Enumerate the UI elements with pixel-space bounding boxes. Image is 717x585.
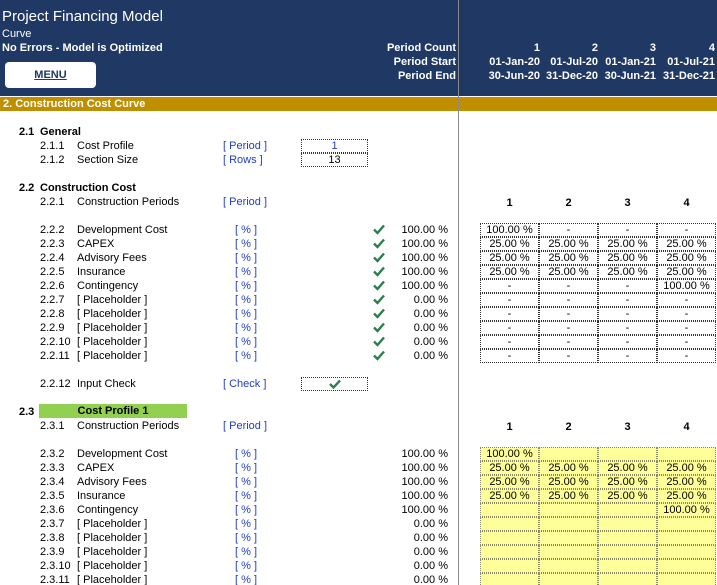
row-total: 100.00 % bbox=[401, 490, 448, 502]
row-total: 0.00 % bbox=[413, 518, 448, 530]
period-cell[interactable]: - bbox=[657, 293, 716, 307]
row-total: 100.00 % bbox=[401, 280, 448, 292]
period-end-label: Period End bbox=[397, 70, 456, 82]
row-unit: [ % ] bbox=[235, 280, 258, 292]
row-unit: [ % ] bbox=[235, 574, 258, 585]
row-total: 100.00 % bbox=[401, 224, 448, 236]
row-label: Development Cost bbox=[77, 224, 168, 236]
period-cell[interactable] bbox=[539, 517, 598, 531]
row-label: Cost Profile bbox=[77, 140, 134, 152]
menu-button[interactable]: MENU bbox=[5, 62, 96, 88]
section-size-value[interactable]: 13 bbox=[301, 153, 368, 167]
period-cell[interactable]: - bbox=[480, 307, 539, 321]
row-total: 0.00 % bbox=[413, 574, 448, 585]
row-label: Contingency bbox=[77, 280, 139, 292]
check-icon bbox=[372, 322, 386, 336]
period-cell[interactable]: - bbox=[539, 223, 598, 237]
row-total: 0.00 % bbox=[413, 560, 448, 572]
period-cell[interactable]: 25.00 % bbox=[539, 489, 598, 503]
row-label: [ Placeholder ] bbox=[77, 308, 148, 320]
row-total: 0.00 % bbox=[413, 322, 448, 334]
row-total: 100.00 % bbox=[401, 266, 448, 278]
row-unit: [ % ] bbox=[235, 560, 258, 572]
row-unit: [ Rows ] bbox=[223, 154, 263, 166]
period-cell[interactable] bbox=[657, 545, 716, 559]
row-number: 2.1.1 bbox=[40, 140, 65, 152]
row-label: [ Placeholder ] bbox=[77, 574, 148, 585]
period-cell[interactable] bbox=[657, 573, 716, 585]
period-cell[interactable]: 25.00 % bbox=[598, 489, 657, 503]
row-number: 2.2.3 bbox=[40, 238, 65, 250]
row-unit: [ Period ] bbox=[223, 196, 268, 208]
row-label: [ Placeholder ] bbox=[77, 560, 148, 572]
row-unit: [ % ] bbox=[235, 448, 258, 460]
row-total: 0.00 % bbox=[413, 308, 448, 320]
period-cell[interactable] bbox=[598, 559, 657, 573]
period-cell[interactable]: - bbox=[598, 293, 657, 307]
model-title: Project Financing Model bbox=[2, 8, 163, 25]
check-icon bbox=[372, 350, 386, 364]
column-header: 4 bbox=[683, 421, 690, 433]
period-end: 30-Jun-21 bbox=[604, 70, 656, 82]
row-number: 2.3.10 bbox=[40, 560, 71, 572]
row-label: Contingency bbox=[77, 504, 139, 516]
column-header: 1 bbox=[506, 197, 513, 209]
period-cell[interactable] bbox=[598, 531, 657, 545]
row-number: 2.3.9 bbox=[40, 546, 65, 558]
row-unit: [ % ] bbox=[235, 266, 258, 278]
period-cell[interactable] bbox=[480, 545, 539, 559]
row-unit: [ Check ] bbox=[223, 378, 267, 390]
row-label: CAPEX bbox=[77, 462, 115, 474]
row-number: 2.3.6 bbox=[40, 504, 65, 516]
subsection-title: Construction Cost bbox=[40, 182, 136, 194]
row-number: 2.2.6 bbox=[40, 280, 65, 292]
row-number: 2.2.8 bbox=[40, 308, 65, 320]
period-cell[interactable]: - bbox=[598, 279, 657, 293]
row-label: CAPEX bbox=[77, 238, 115, 250]
row-total: 100.00 % bbox=[401, 238, 448, 250]
period-count: 3 bbox=[649, 42, 656, 54]
check-icon bbox=[372, 224, 386, 238]
row-label: Insurance bbox=[77, 490, 126, 502]
row-number: 2.3.2 bbox=[40, 448, 65, 460]
period-start: 01-Jan-20 bbox=[489, 56, 540, 68]
row-label: Input Check bbox=[77, 378, 136, 390]
period-cell[interactable]: - bbox=[539, 335, 598, 349]
period-cell[interactable]: 25.00 % bbox=[598, 265, 657, 279]
check-icon bbox=[372, 336, 386, 350]
period-cell[interactable]: 25.00 % bbox=[480, 489, 539, 503]
row-total: 100.00 % bbox=[401, 448, 448, 460]
row-unit: [ % ] bbox=[235, 350, 258, 362]
check-icon bbox=[372, 238, 386, 252]
row-total: 0.00 % bbox=[413, 336, 448, 348]
period-cell[interactable]: - bbox=[480, 293, 539, 307]
check-icon bbox=[372, 252, 386, 266]
row-label: [ Placeholder ] bbox=[77, 336, 148, 348]
period-cell[interactable]: 25.00 % bbox=[480, 461, 539, 475]
row-label: Advisory Fees bbox=[77, 476, 147, 488]
period-count: 2 bbox=[591, 42, 598, 54]
row-unit: [ % ] bbox=[235, 532, 258, 544]
period-cell[interactable] bbox=[539, 573, 598, 585]
row-label: [ Placeholder ] bbox=[77, 518, 148, 530]
row-total: 0.00 % bbox=[413, 294, 448, 306]
row-unit: [ % ] bbox=[235, 336, 258, 348]
period-cell[interactable]: 25.00 % bbox=[598, 461, 657, 475]
period-cell[interactable]: 25.00 % bbox=[539, 251, 598, 265]
period-cell[interactable]: 100.00 % bbox=[480, 223, 539, 237]
period-cell[interactable] bbox=[657, 531, 716, 545]
row-label: Development Cost bbox=[77, 448, 168, 460]
period-cell[interactable] bbox=[657, 559, 716, 573]
column-header: 2 bbox=[565, 197, 572, 209]
row-total: 0.00 % bbox=[413, 532, 448, 544]
period-cell[interactable]: - bbox=[539, 349, 598, 363]
period-cell[interactable] bbox=[539, 503, 598, 517]
subsection-title: General bbox=[40, 126, 81, 138]
row-unit: [ % ] bbox=[235, 238, 258, 250]
period-cell[interactable]: - bbox=[657, 321, 716, 335]
row-label: Construction Periods bbox=[77, 420, 180, 432]
period-cell[interactable] bbox=[480, 503, 539, 517]
period-count-label: Period Count bbox=[386, 42, 456, 54]
period-count: 4 bbox=[708, 42, 715, 54]
period-cell[interactable]: - bbox=[657, 307, 716, 321]
period-cell[interactable]: - bbox=[657, 349, 716, 363]
column-header: 3 bbox=[624, 197, 631, 209]
period-cell[interactable]: 25.00 % bbox=[480, 475, 539, 489]
period-cell[interactable]: - bbox=[598, 349, 657, 363]
period-cell[interactable]: 25.00 % bbox=[657, 265, 716, 279]
period-cell[interactable]: 25.00 % bbox=[480, 251, 539, 265]
period-cell[interactable]: - bbox=[598, 335, 657, 349]
period-cell[interactable] bbox=[480, 559, 539, 573]
row-unit: [ % ] bbox=[235, 322, 258, 334]
period-end: 31-Dec-21 bbox=[663, 70, 715, 82]
period-cell[interactable]: - bbox=[539, 321, 598, 335]
period-cell[interactable] bbox=[598, 573, 657, 585]
period-start-label: Period Start bbox=[393, 56, 456, 68]
cost-profile-input[interactable]: 1 bbox=[301, 139, 368, 153]
check-icon bbox=[372, 266, 386, 280]
row-unit: [ % ] bbox=[235, 490, 258, 502]
row-unit: [ % ] bbox=[235, 504, 258, 516]
period-cell[interactable]: 25.00 % bbox=[598, 237, 657, 251]
period-cell[interactable]: - bbox=[598, 321, 657, 335]
period-cell[interactable]: 25.00 % bbox=[480, 237, 539, 251]
section-title: 2. Construction Cost Curve bbox=[3, 98, 146, 110]
column-divider bbox=[458, 0, 459, 585]
row-number: 2.2.11 bbox=[40, 350, 70, 362]
period-start: 01-Jan-21 bbox=[605, 56, 656, 68]
row-unit: [ % ] bbox=[235, 518, 258, 530]
period-cell[interactable]: 100.00 % bbox=[480, 447, 539, 461]
row-unit: [ Period ] bbox=[223, 420, 268, 432]
row-label: [ Placeholder ] bbox=[77, 350, 148, 362]
row-number: 2.3.11 bbox=[40, 574, 70, 585]
column-header: 3 bbox=[624, 421, 631, 433]
row-label: Advisory Fees bbox=[77, 252, 147, 264]
period-cell[interactable] bbox=[598, 503, 657, 517]
row-number: 2.2.4 bbox=[40, 252, 65, 264]
row-total: 100.00 % bbox=[401, 462, 448, 474]
row-number: 2.2.7 bbox=[40, 294, 65, 306]
row-label: Construction Periods bbox=[77, 196, 180, 208]
period-cell[interactable]: - bbox=[598, 307, 657, 321]
period-cell[interactable]: 25.00 % bbox=[480, 265, 539, 279]
row-number: 2.2.9 bbox=[40, 322, 65, 334]
sheet-name: Curve bbox=[2, 28, 32, 40]
period-cell[interactable]: 100.00 % bbox=[657, 503, 716, 517]
check-icon bbox=[372, 280, 386, 294]
period-cell[interactable]: - bbox=[539, 307, 598, 321]
column-header: 1 bbox=[506, 421, 513, 433]
period-cell[interactable]: 100.00 % bbox=[657, 279, 716, 293]
period-cell[interactable]: - bbox=[480, 335, 539, 349]
row-number: 2.2.10 bbox=[40, 336, 71, 348]
row-number: 2.2.1 bbox=[40, 196, 65, 208]
period-cell[interactable]: 25.00 % bbox=[539, 265, 598, 279]
profile-title: Cost Profile 1 bbox=[77, 405, 149, 417]
period-cell[interactable] bbox=[598, 447, 657, 461]
period-cell[interactable]: - bbox=[480, 321, 539, 335]
subsection-number: 2.1 bbox=[19, 126, 35, 138]
row-unit: [ % ] bbox=[235, 224, 258, 236]
period-cell[interactable]: 25.00 % bbox=[657, 237, 716, 251]
row-unit: [ % ] bbox=[235, 252, 258, 264]
period-start: 01-Jul-20 bbox=[550, 56, 598, 68]
period-cell[interactable]: - bbox=[539, 279, 598, 293]
period-cell[interactable] bbox=[539, 531, 598, 545]
period-end: 30-Jun-20 bbox=[488, 70, 540, 82]
row-number: 2.3.7 bbox=[40, 518, 65, 530]
row-total: 0.00 % bbox=[413, 546, 448, 558]
period-cell[interactable]: 25.00 % bbox=[657, 251, 716, 265]
model-status: No Errors - Model is Optimized bbox=[2, 42, 163, 54]
row-unit: [ % ] bbox=[235, 476, 258, 488]
period-cell[interactable]: 25.00 % bbox=[657, 475, 716, 489]
period-cell[interactable] bbox=[539, 447, 598, 461]
column-header: 2 bbox=[565, 421, 572, 433]
subsection-number: 2.3 bbox=[19, 406, 35, 418]
period-start: 01-Jul-21 bbox=[667, 56, 715, 68]
period-cell[interactable]: - bbox=[480, 349, 539, 363]
row-total: 100.00 % bbox=[401, 476, 448, 488]
period-cell[interactable] bbox=[480, 573, 539, 585]
check-icon bbox=[329, 379, 341, 389]
period-cell[interactable]: - bbox=[539, 293, 598, 307]
row-total: 100.00 % bbox=[401, 504, 448, 516]
row-number: 2.3.8 bbox=[40, 532, 65, 544]
period-cell[interactable]: - bbox=[657, 335, 716, 349]
column-header: 4 bbox=[683, 197, 690, 209]
row-unit: [ % ] bbox=[235, 546, 258, 558]
period-cell[interactable]: 25.00 % bbox=[657, 461, 716, 475]
period-cell[interactable]: 25.00 % bbox=[539, 237, 598, 251]
row-label: Insurance bbox=[77, 266, 126, 278]
period-cell[interactable]: 25.00 % bbox=[657, 489, 716, 503]
row-number: 2.3.1 bbox=[40, 420, 65, 432]
period-cell[interactable]: 25.00 % bbox=[539, 461, 598, 475]
row-unit: [ % ] bbox=[235, 308, 258, 320]
row-label: [ Placeholder ] bbox=[77, 532, 148, 544]
row-label: [ Placeholder ] bbox=[77, 546, 148, 558]
row-number: 2.1.2 bbox=[40, 154, 65, 166]
period-cell[interactable] bbox=[598, 517, 657, 531]
row-unit: [ % ] bbox=[235, 294, 258, 306]
row-number: 2.2.2 bbox=[40, 224, 65, 236]
period-cell[interactable] bbox=[657, 447, 716, 461]
check-icon bbox=[372, 308, 386, 322]
period-cell[interactable] bbox=[657, 517, 716, 531]
row-label: [ Placeholder ] bbox=[77, 322, 148, 334]
period-cell[interactable]: 25.00 % bbox=[539, 475, 598, 489]
row-total: 100.00 % bbox=[401, 252, 448, 264]
row-unit: [ % ] bbox=[235, 462, 258, 474]
period-cell[interactable]: - bbox=[480, 279, 539, 293]
row-label: Section Size bbox=[77, 154, 139, 166]
input-check-cell bbox=[301, 377, 368, 391]
period-count: 1 bbox=[533, 42, 540, 54]
period-cell[interactable]: 25.00 % bbox=[598, 251, 657, 265]
period-cell[interactable] bbox=[539, 545, 598, 559]
row-unit: [ Period ] bbox=[223, 140, 268, 152]
period-cell[interactable]: - bbox=[598, 223, 657, 237]
row-label: [ Placeholder ] bbox=[77, 294, 148, 306]
period-cell[interactable] bbox=[539, 559, 598, 573]
subsection-number: 2.2 bbox=[19, 182, 35, 194]
period-cell[interactable] bbox=[598, 545, 657, 559]
row-number: 2.2.5 bbox=[40, 266, 65, 278]
period-cell[interactable] bbox=[480, 517, 539, 531]
period-end: 31-Dec-20 bbox=[546, 70, 598, 82]
row-total: 0.00 % bbox=[413, 350, 448, 362]
row-number: 2.3.3 bbox=[40, 462, 65, 474]
period-cell[interactable]: - bbox=[657, 223, 716, 237]
row-number: 2.3.4 bbox=[40, 476, 65, 488]
period-cell[interactable]: 25.00 % bbox=[598, 475, 657, 489]
row-number: 2.2.12 bbox=[40, 378, 71, 390]
period-cell[interactable] bbox=[480, 531, 539, 545]
row-number: 2.3.5 bbox=[40, 490, 65, 502]
check-icon bbox=[372, 294, 386, 308]
